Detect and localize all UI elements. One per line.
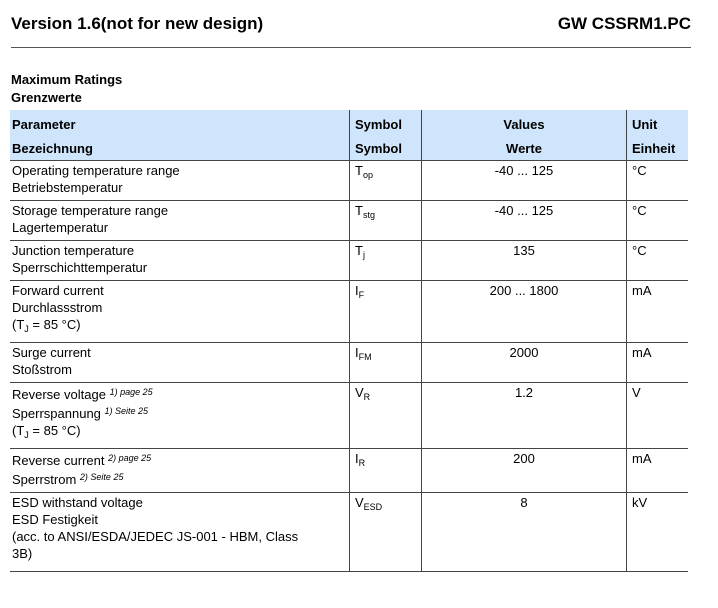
parameter-cell — [10, 241, 350, 281]
maximum-ratings-table — [10, 110, 688, 572]
param-en-line — [12, 162, 347, 179]
param-en-line — [12, 282, 347, 299]
symbol-main: I — [355, 345, 359, 360]
param-de-line — [12, 469, 347, 488]
header-parameter: Parameter — [10, 110, 350, 136]
value-cell: 2000 — [422, 343, 627, 383]
param-en-line — [12, 202, 347, 219]
param-de-line — [12, 219, 347, 236]
symbol-cell — [350, 201, 422, 241]
table-row — [10, 493, 688, 572]
param-note-line-1: (acc. to ANSI/ESDA/JEDEC JS-001 - HBM, Class — [12, 529, 299, 544]
page-header — [11, 14, 691, 38]
footnote-ref: 2) page 25 — [108, 453, 152, 463]
symbol-subscript: ESD — [363, 502, 383, 512]
value-cell: 1.2 — [422, 383, 627, 449]
footnote-ref-de: 1) Seite 25 — [104, 406, 149, 416]
document-version-title: Version 1.6(not for new design) — [11, 14, 264, 33]
unit-cell: °C — [627, 201, 689, 241]
param-en-line — [12, 384, 347, 403]
param-de-line — [12, 403, 347, 422]
param-de-line — [12, 299, 347, 316]
parameter-cell — [10, 281, 350, 343]
value-cell: -40 ... 125 — [422, 201, 627, 241]
symbol-subscript: FM — [358, 352, 372, 362]
header-symbol: Symbol — [350, 110, 422, 136]
unit-cell: mA — [627, 281, 689, 343]
param-en-line — [12, 344, 347, 361]
value-cell: -40 ... 125 — [422, 161, 627, 201]
symbol-cell — [350, 281, 422, 343]
section-title-en: Maximum Ratings — [11, 72, 123, 87]
value-cell: 200 — [422, 449, 627, 493]
param-en-line — [12, 494, 347, 511]
param-de: Sperrstrom — [12, 472, 77, 487]
param-en: Reverse voltage — [12, 387, 106, 402]
header-row-en — [10, 110, 688, 136]
param-de: Sperrspannung — [12, 406, 101, 421]
table-body — [10, 161, 688, 572]
unit-cell: kV — [627, 493, 689, 572]
table-row — [10, 241, 688, 281]
param-en: Forward current — [12, 283, 104, 298]
param-en: Junction temperature — [12, 243, 135, 258]
parameter-cell — [10, 383, 350, 449]
symbol-cell — [350, 383, 422, 449]
header-werte: Werte — [422, 136, 627, 161]
symbol-cell — [350, 449, 422, 493]
header-bezeichnung: Bezeichnung — [10, 136, 350, 161]
table-row — [10, 449, 688, 493]
param-condition: ($T_J = 85$ °C) — [12, 423, 81, 440]
symbol-main: T — [355, 243, 363, 258]
footnote-ref: 1) page 25 — [109, 387, 153, 397]
header-values: Values — [422, 110, 627, 136]
symbol-cell — [350, 343, 422, 383]
param-en: Reverse current — [12, 453, 105, 468]
value-cell: 135 — [422, 241, 627, 281]
parameter-cell — [10, 343, 350, 383]
value-cell: 8 — [422, 493, 627, 572]
param-de-line — [12, 511, 347, 528]
param-condition: ($T_J = 85$ °C) — [12, 317, 81, 334]
table-row — [10, 161, 688, 201]
table-row — [10, 383, 688, 449]
symbol-main: I — [355, 283, 359, 298]
footnote-ref-de: 2) Seite 25 — [79, 472, 124, 482]
header-divider — [11, 47, 691, 48]
param-de: Betriebstemperatur — [12, 180, 123, 195]
param-de: Lagertemperatur — [12, 220, 109, 235]
param-de-line — [12, 259, 347, 276]
parameter-cell — [10, 161, 350, 201]
header-symbol-de: Symbol — [350, 136, 422, 161]
table-header — [10, 110, 688, 161]
symbol-subscript: j — [362, 250, 365, 260]
symbol-subscript: F — [358, 290, 365, 300]
symbol-subscript: stg — [362, 210, 375, 220]
param-en: Storage temperature range — [12, 203, 169, 218]
param-en-line — [12, 242, 347, 259]
symbol-main: T — [355, 163, 363, 178]
symbol-subscript: op — [362, 170, 373, 180]
header-einheit: Einheit — [632, 140, 676, 156]
header-unit: Unit — [632, 116, 658, 132]
unit-cell: mA — [627, 343, 689, 383]
symbol-main: V — [355, 495, 364, 510]
param-de-line — [12, 361, 347, 378]
table-row — [10, 201, 688, 241]
table-row — [10, 343, 688, 383]
symbol-cell — [350, 241, 422, 281]
symbol-subscript: R — [363, 392, 371, 402]
unit-cell: V — [627, 383, 689, 449]
value-cell: 200 ... 1800 — [422, 281, 627, 343]
symbol-main: V — [355, 385, 364, 400]
unit-cell: mA — [627, 449, 689, 493]
parameter-cell — [10, 493, 350, 572]
section-title-de: Grenzwerte — [11, 90, 82, 105]
param-de-line — [12, 179, 347, 196]
param-note-line-2: 3B) — [12, 546, 33, 561]
param-de: ESD Festigkeit — [12, 512, 98, 527]
header-row-de — [10, 136, 688, 161]
parameter-cell — [10, 449, 350, 493]
parameter-cell — [10, 201, 350, 241]
param-de: Durchlassstrom — [12, 300, 103, 315]
param-en-line — [12, 450, 347, 469]
symbol-main: T — [355, 203, 363, 218]
param-de: Sperrschichttemperatur — [12, 260, 148, 275]
param-en: Operating temperature range — [12, 163, 180, 178]
symbol-cell — [350, 493, 422, 572]
table-row — [10, 281, 688, 343]
symbol-cell — [350, 161, 422, 201]
param-de: Stoßstrom — [12, 362, 72, 377]
param-en: Surge current — [12, 345, 91, 360]
symbol-subscript: R — [358, 458, 366, 468]
param-en: ESD withstand voltage — [12, 495, 143, 510]
unit-cell: °C — [627, 241, 689, 281]
document-id: GW CSSRM1.PC — [557, 14, 691, 33]
symbol-main: I — [355, 451, 359, 466]
unit-cell: °C — [627, 161, 689, 201]
